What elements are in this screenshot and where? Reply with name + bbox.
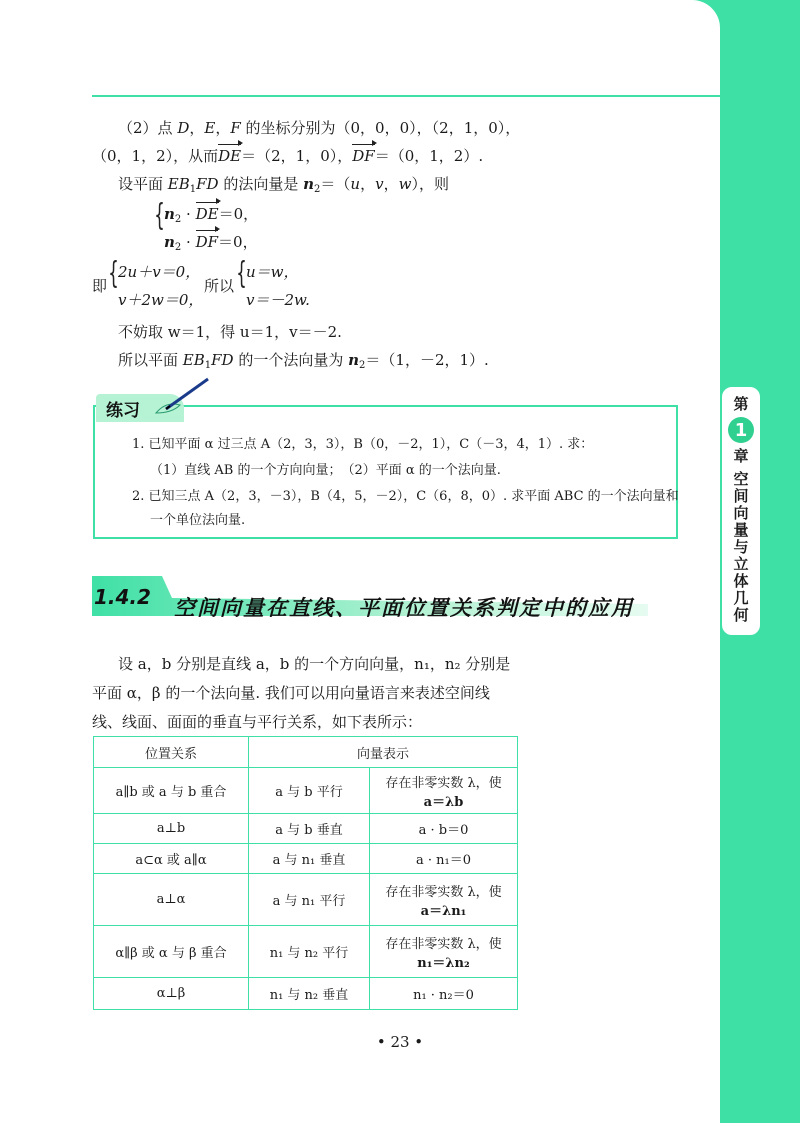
table-row (94, 814, 518, 844)
table-cell: 存在非零实数 λ，使 n₁＝λn₂ (370, 926, 518, 978)
table-cell: α⊥β (94, 978, 249, 1010)
exercise-q1-parts: （1）直线 AB 的一个方向向量； （2）平面 α 的一个法向量. (150, 463, 501, 478)
system-eq-5: u＝w， (246, 263, 299, 281)
system-eq-1: $n_2 \cdot DE=0$， (164, 205, 259, 225)
table-cell: 存在非零实数 λ，使 a＝λn₁ (370, 874, 518, 926)
exercise-q2: 2. 已知三点 A（2，3，－3），B（4，5，－2），C（6，8，0）. 求平面 ABC 的一个法向量和 (132, 489, 679, 504)
table-row (94, 768, 518, 814)
system-eq-6: v＝－2w. (246, 291, 310, 309)
solution-line-8: 所以平面 $EB_1FD$ 的一个法向量为 $n_2=(1$，－2，1）. (118, 351, 489, 371)
vector-DF: DF (352, 147, 375, 165)
table-cell: a · b＝0 (370, 814, 518, 844)
chapter-title: 空间向量与立体几何 (731, 471, 750, 624)
table-cell: α∥β 或 α 与 β 重合 (94, 926, 249, 978)
intro-line-1: 设 a，b 分别是直线 a，b 的一个方向向量，n₁，n₂ 分别是 (118, 655, 511, 673)
table-cell: n₁ 与 n₂ 平行 (249, 926, 370, 978)
solution-line-2: （0，1，2），从而DE＝（2，1，0），DF＝（0，1，2）. (92, 147, 484, 165)
table-row (94, 978, 518, 1010)
table-cell: a 与 n₁ 垂直 (249, 844, 370, 874)
table-row (94, 844, 518, 874)
header-rule (92, 95, 720, 97)
vector-DE: DE (218, 147, 242, 165)
chapter-suffix: 章 (733, 447, 749, 465)
chapter-side-tab (720, 385, 762, 637)
table-row (94, 926, 518, 978)
solution-line-1: （2）点 D，E，F 的坐标分别为（0，0，0），（2，1，0）， (118, 119, 521, 137)
system-eq-4: v＋2w＝0， (118, 291, 204, 309)
label-ji: 即 (92, 277, 108, 295)
exercise-q1: 1. 已知平面 α 过三点 A（2，3，3），B（0，－2，1），C（－3，4，1）. 求： (132, 437, 594, 452)
label-suoyi: 所以 (204, 277, 235, 295)
chapter-number-badge: 1 (728, 417, 754, 443)
page-number: • 23 • (376, 1033, 424, 1051)
relation-table (93, 736, 518, 1010)
table-cell: a 与 n₁ 平行 (249, 874, 370, 926)
table-cell: 存在非零实数 λ，使 a＝λb (370, 768, 518, 814)
solution-line-3: 设平面 $EB_1FD$ 的法向量是 $n_2=(u$，v，w），则 (118, 175, 449, 195)
table-row (94, 874, 518, 926)
system-eq-2: $n_2 \cdot DF=0$， (164, 233, 258, 253)
exercise-label: 练习 (106, 401, 140, 421)
solution-line-7: 不妨取 w＝1，得 u＝1，v＝－2. (118, 323, 342, 341)
table-cell: n₁ 与 n₂ 垂直 (249, 978, 370, 1010)
table-cell: n₁ · n₂＝0 (370, 978, 518, 1010)
table-header-row (94, 737, 518, 768)
system-eq-3: 2u＋v＝0， (118, 263, 201, 281)
section-number: 1.4.2 (94, 585, 151, 609)
pen-icon (152, 375, 212, 419)
table-header-cell: 向量表示 (249, 737, 518, 768)
table-cell: a⊂α 或 a∥α (94, 844, 249, 874)
table-cell: a 与 b 平行 (249, 768, 370, 814)
system-brace-1: { (154, 198, 165, 233)
table-cell: a · n₁＝0 (370, 844, 518, 874)
exercise-q2-continued: 一个单位法向量. (150, 513, 246, 528)
table-header-cell: 位置关系 (94, 737, 249, 768)
intro-line-2: 平面 α，β 的一个法向量. 我们可以用向量语言来表述空间线 (92, 684, 490, 702)
system-brace-3: { (236, 256, 247, 291)
intro-line-3: 线、线面、面面的垂直与平行关系，如下表所示： (92, 713, 423, 731)
table-cell: a⊥α (94, 874, 249, 926)
table-cell: a∥b 或 a 与 b 重合 (94, 768, 249, 814)
section-title: 空间向量在直线、平面位置关系判定中的应用 (174, 596, 634, 620)
table-cell: a 与 b 垂直 (249, 814, 370, 844)
table-cell: a⊥b (94, 814, 249, 844)
system-brace-2: { (108, 256, 119, 291)
chapter-prefix: 第 (733, 395, 749, 413)
